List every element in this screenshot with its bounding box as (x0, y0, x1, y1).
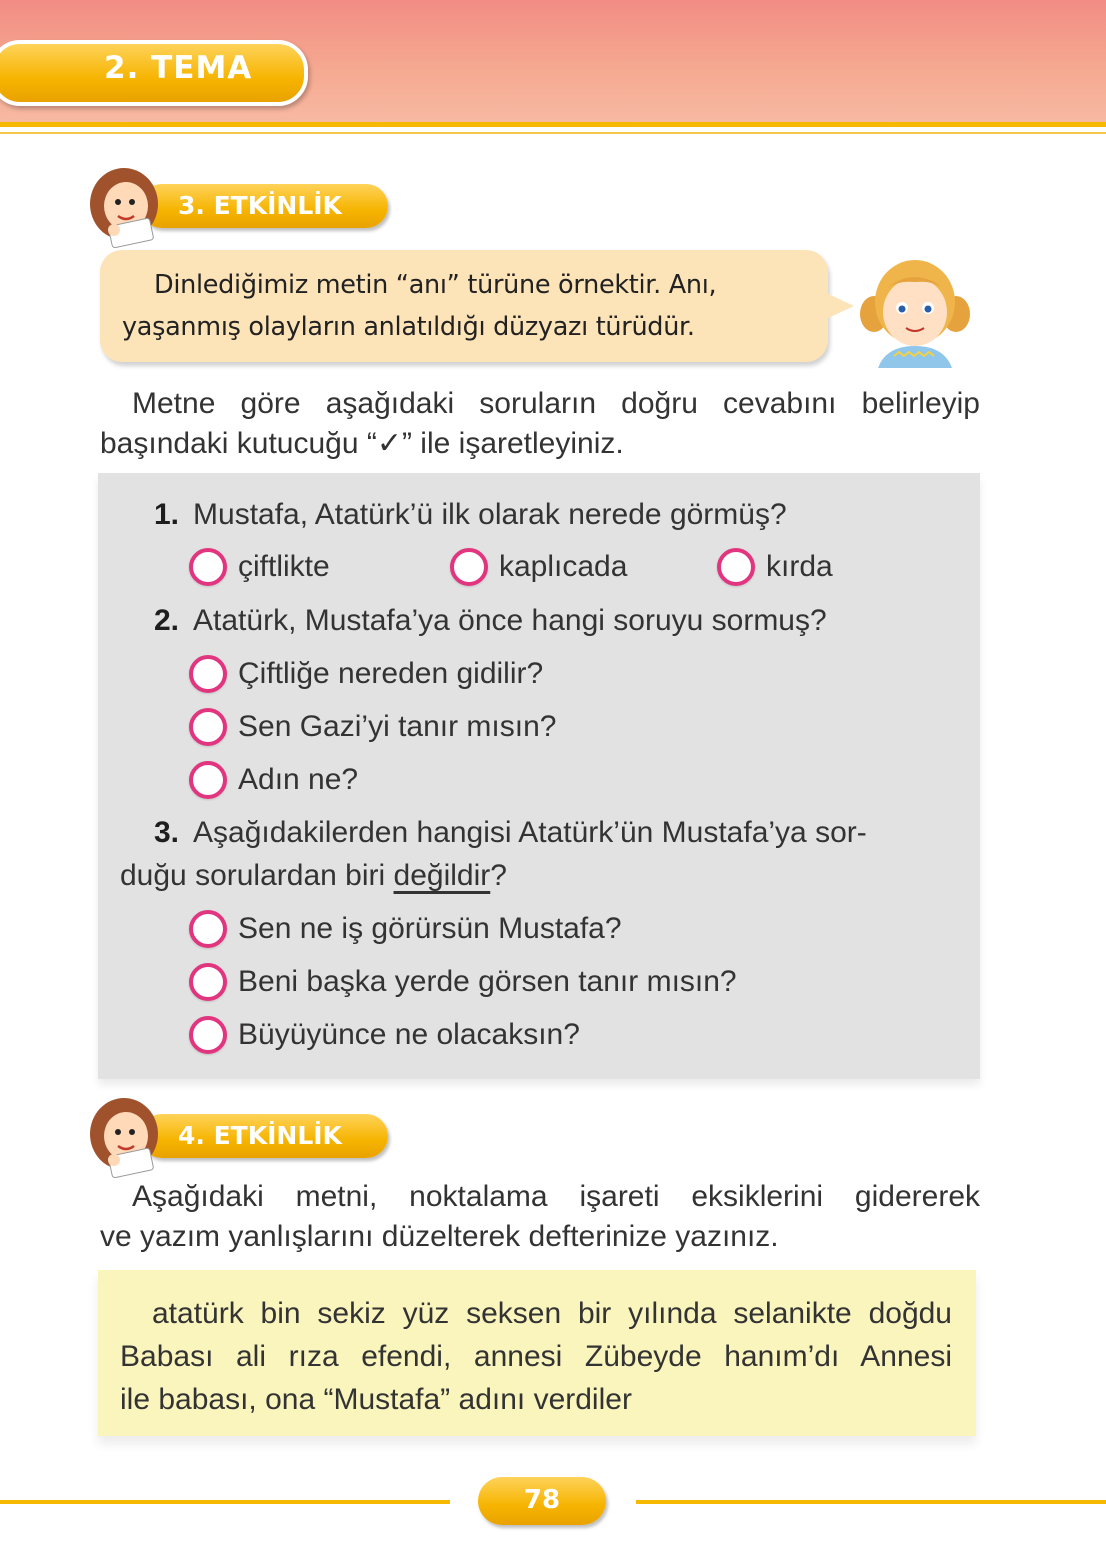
activity-4-instruction (100, 1177, 980, 1257)
option-label: Adın ne? (238, 763, 359, 796)
option-label: kaplıcada (499, 550, 628, 583)
radio-circle[interactable] (189, 963, 227, 1001)
instruction-line-1: Aşağıdaki metni, noktalama işareti eksiklerini gidererek (132, 1180, 980, 1213)
exercise-text (120, 1292, 952, 1421)
question-1-number: 1. (154, 498, 180, 531)
girl-character-icon (856, 252, 974, 368)
radio-circle[interactable] (189, 761, 227, 799)
exercise-line-1: atatürk bin sekiz yüz seksen bir yılında selanikte doğdu (152, 1297, 952, 1330)
reading-girl-icon (84, 160, 170, 248)
question-2-number: 2. (154, 604, 180, 637)
q2-option-1[interactable] (189, 650, 543, 698)
instruction-line-2: ve yazım yanlışlarını düzelterek defterinize yazınız. (100, 1220, 779, 1253)
radio-circle[interactable] (189, 910, 227, 948)
exercise-line-2: Babası ali rıza efendi, annesi Zübeyde hanım’dı Annesi (120, 1340, 952, 1373)
question-3-text-a: duğu sorulardan biri (120, 859, 394, 892)
radio-circle[interactable] (450, 548, 488, 586)
option-label: çiftlikte (238, 550, 330, 583)
option-label: Çiftliğe nereden gidilir? (238, 657, 544, 690)
radio-circle[interactable] (189, 1016, 227, 1054)
instruction-line-1: Metne göre aşağıdaki soruların doğru cevabını belirleyip (132, 387, 980, 420)
q1-option-ciftlikte[interactable] (189, 543, 330, 591)
question-3-number: 3. (154, 816, 180, 849)
radio-circle[interactable] (189, 548, 227, 586)
question-2-text: Atatürk, Mustafa’ya önce hangi soruyu sormuş? (193, 604, 827, 637)
q3-option-1[interactable] (189, 905, 622, 953)
reading-girl-icon (84, 1090, 170, 1178)
question-3-emphasis: değildir (393, 859, 491, 892)
question-3-text-c: ? (490, 859, 507, 892)
activity-3-instruction (100, 384, 980, 464)
q2-option-3[interactable] (189, 756, 358, 804)
speech-line-2: yaşanmış olayların anlatıldığı düzyazı türüdür. (122, 312, 695, 342)
q1-option-kaplicada[interactable] (450, 543, 627, 591)
theme-label: 2. TEMA (104, 50, 253, 86)
question-3-text-line-1: Aşağıdakilerden hangisi Atatürk’ün Mustafa’ya sor- (193, 816, 867, 849)
header-divider-thin (0, 132, 1106, 134)
q1-option-kirda[interactable] (717, 543, 833, 591)
exercise-line-3: ile babası, ona “Mustafa” adını verdiler (120, 1383, 632, 1416)
footer-line-right (636, 1500, 1106, 1504)
q3-option-3[interactable] (189, 1011, 580, 1059)
radio-circle[interactable] (717, 548, 755, 586)
q2-option-2[interactable] (189, 703, 556, 751)
page-number: 78 (523, 1485, 561, 1515)
option-label: kırda (766, 550, 833, 583)
speech-bubble-tail (824, 292, 854, 320)
question-3-line-2 (120, 856, 507, 896)
q3-option-2[interactable] (189, 958, 737, 1006)
radio-circle[interactable] (189, 708, 227, 746)
instruction-line-2: başındaki kutucuğu “✓” ile işaretleyiniz. (100, 427, 624, 460)
question-3 (154, 813, 867, 853)
header-divider (0, 122, 1106, 127)
option-label: Sen Gazi’yi tanır mısın? (238, 710, 557, 743)
question-1 (154, 495, 787, 535)
radio-circle[interactable] (189, 655, 227, 693)
question-1-text: Mustafa, Atatürk’ü ilk olarak nerede görmüş? (193, 498, 787, 531)
question-2 (154, 601, 827, 641)
option-label: Beni başka yerde görsen tanır mısın? (238, 965, 737, 998)
speech-line-1: Dinlediğimiz metin “anı” türüne örnektir. Anı, (154, 270, 717, 300)
activity-3-title: 3. ETKİNLİK (178, 191, 342, 220)
option-label: Sen ne iş görürsün Mustafa? (238, 912, 622, 945)
activity-4-title: 4. ETKİNLİK (178, 1121, 342, 1150)
footer-line-left (0, 1500, 450, 1504)
speech-text (122, 264, 822, 348)
option-label: Büyüyünce ne olacaksın? (238, 1018, 580, 1051)
